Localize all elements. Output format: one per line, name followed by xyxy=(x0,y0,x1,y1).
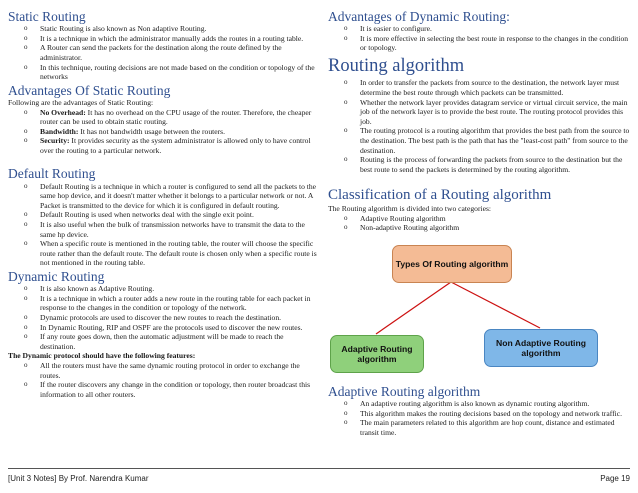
term-label: Security: xyxy=(40,136,70,146)
diagram-node-non-adaptive: Non Adaptive Routing algorithm xyxy=(484,329,598,367)
list-item: o Dynamic protocols are used to discover the new routes to reach the destination. xyxy=(24,313,320,323)
left-column xyxy=(8,10,320,399)
heading-classification: Classification of a Routing algorithm xyxy=(328,187,552,204)
diagram-node-types: Types Of Routing algorithm xyxy=(392,245,512,283)
term-text: It provides security as the system administrator is allowed only to have control over the routing to a particular network. xyxy=(40,136,311,155)
heading-routing-algorithm: Routing algorithm xyxy=(328,55,465,76)
list-item: o Adaptive Routing algorithm xyxy=(344,214,630,224)
list-item: o All the routers must have the same dynamic routing protocol in order to exchange the routes. xyxy=(24,361,320,380)
heading-advantages-dynamic: Advantages of Dynamic Routing: xyxy=(328,9,510,24)
list-item xyxy=(24,136,320,155)
list-item: o Default Routing is a technique in which a router is configured to send all the packets to the same hop device, and it doesn't matter whether it belongs to a particular network or not. A Packet is transmitted to the device for which it is configured in default routing. xyxy=(24,182,320,211)
list-item xyxy=(24,108,320,127)
right-column xyxy=(328,10,630,437)
footer-page-number: Page 19 xyxy=(600,474,630,483)
heading-adaptive-routing: Adaptive Routing algorithm xyxy=(328,383,481,399)
classification-intro: The Routing algorithm is divided into two categories: xyxy=(328,204,492,214)
routing-types-diagram xyxy=(328,239,630,379)
list-item: o Whether the network layer provides datagram service or virtual circuit service, the main job of the network layer is to provide the best route. The routing protocol provides this job. xyxy=(344,98,630,127)
diagram-node-adaptive: Adaptive Routing algorithm xyxy=(330,335,424,373)
list-item xyxy=(24,127,320,137)
advantages-static-list xyxy=(8,108,320,156)
term-label: No Overhead: xyxy=(40,107,86,117)
list-item: o Routing is the process of forwarding the packets from source to the destination but the best route to send the packets is determined by the routing algorithm. xyxy=(344,155,630,174)
advantages-static-intro: Following are the advantages of Static Routing: xyxy=(8,97,154,107)
dynamic-routing-list xyxy=(8,284,320,351)
default-routing-list xyxy=(8,182,320,268)
routing-algorithm-list xyxy=(328,78,630,174)
page-footer xyxy=(8,468,630,487)
list-item: o Default Routing is used when networks deal with the single exit point. xyxy=(24,210,320,220)
list-item: o It is a technique in which a router adds a new route in the routing table for each packet in response to the changes in the condition or topology of the network. xyxy=(24,294,320,313)
heading-dynamic-routing: Dynamic Routing xyxy=(8,268,105,284)
list-item: o The routing protocol is a routing algorithm that provides the best path from the source to the destination. The best path is the path that has the "least-cost path" from source to the destination. xyxy=(344,126,630,155)
dynamic-features-list xyxy=(8,361,320,399)
classification-list xyxy=(328,214,630,233)
term-text: It has not bandwidth usage between the routers. xyxy=(78,126,225,136)
footer-notes-label: [Unit 3 Notes] By Prof. Narendra Kumar xyxy=(8,474,149,483)
dynamic-features-title: The Dynamic protocol should have the following features: xyxy=(8,351,196,361)
list-item: o It is also known as Adaptive Routing. xyxy=(24,284,320,294)
list-item: o A Router can send the packets for the destination along the route defined by the administrator. xyxy=(24,43,320,62)
list-item: o In this technique, routing decisions are not made based on the condition or topology of the networks xyxy=(24,63,320,82)
list-item: o Static Routing is also known as Non adaptive Routing. xyxy=(24,24,320,34)
list-item: o An adaptive routing algorithm is also known as dynamic routing algorithm. xyxy=(344,399,630,409)
list-item: o It is a technique in which the administrator manually adds the routes in a routing table. xyxy=(24,34,320,44)
static-routing-list xyxy=(8,24,320,82)
connector-line-right xyxy=(451,282,540,328)
heading-static-routing: Static Routing xyxy=(8,9,86,24)
list-item: o In Dynamic Routing, RIP and OSPF are the protocols used to discover the new routes. xyxy=(24,323,320,333)
list-item: o If any route goes down, then the automatic adjustment will be made to reach the destination. xyxy=(24,332,320,351)
advantages-dynamic-list xyxy=(328,24,630,53)
list-item: o It is also useful when the bulk of transmission networks have to transmit the data to the same hp device. xyxy=(24,220,320,239)
list-item: o The main parameters related to this algorithm are hop count, distance and estimated transit time. xyxy=(344,418,630,437)
connector-line-left xyxy=(376,282,451,334)
list-item: o If the router discovers any change in the condition or topology, then router broadcast this information to all other routers. xyxy=(24,380,320,399)
heading-default-routing: Default Routing xyxy=(8,166,96,182)
term-text: It has no overhead on the CPU usage of the router. Therefore, the cheaper router can be used to obtain static routing. xyxy=(40,107,312,127)
list-item: o When a specific route is mentioned in the routing table, the router will choose the specific route rather than the default route. The default route is chosen only when a specific route is not mentioned in the routing table. xyxy=(24,239,320,268)
list-item: o It is easier to configure. xyxy=(344,24,630,34)
adaptive-routing-list xyxy=(328,399,630,437)
list-item: o In order to transfer the packets from source to the destination, the network layer must determine the best route through which packets can be transmitted. xyxy=(344,78,630,97)
list-item: o It is more effective in selecting the best route in response to the changes in the condition or topology. xyxy=(344,34,630,53)
term-label: Bandwidth: xyxy=(40,126,79,136)
heading-advantages-static: Advantages Of Static Routing xyxy=(8,82,171,98)
list-item: o Non-adaptive Routing algorithm xyxy=(344,223,630,233)
list-item: o This algorithm makes the routing decisions based on the topology and network traffic. xyxy=(344,409,630,419)
